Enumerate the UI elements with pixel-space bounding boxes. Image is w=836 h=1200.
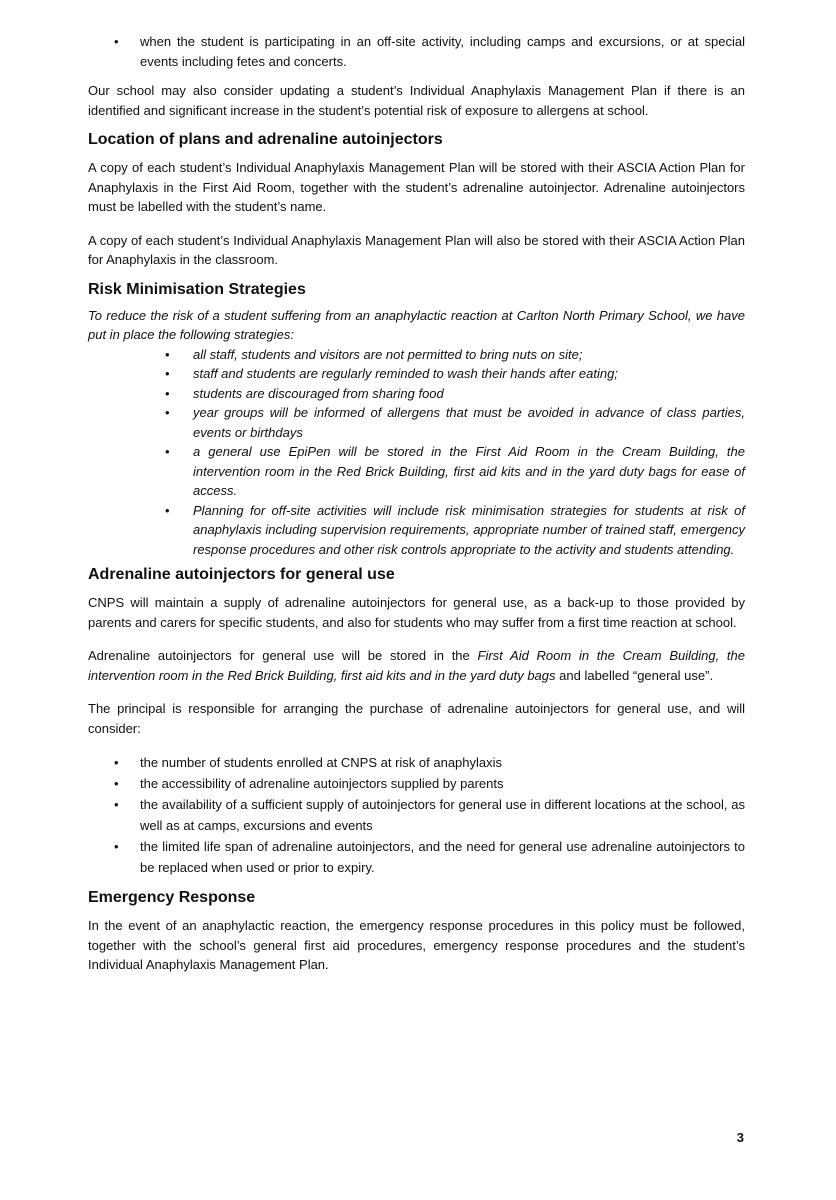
list-item: • the limited life span of adrenaline autoinjectors, and the need for general use adrenaline autoinjectors to be replaced when used or prior to expiry. <box>88 836 745 878</box>
bullet-icon: • <box>114 839 119 854</box>
risk-strategy-list <box>88 345 745 560</box>
bullet-icon: • <box>114 776 119 791</box>
general-use-paragraph-2: Adrenaline autoinjectors for general use will be stored in the First Aid Room in the Cream Building, the intervention room in the Red Brick Building, first aid kits and in the yard duty bags and labelled “general use”. <box>88 648 745 683</box>
risk-intro: To reduce the risk of a student suffering from an anaphylactic reaction at Carlton North Primary School, we have put in place the following strategies: <box>88 307 745 342</box>
list-item: • all staff, students and visitors are not permitted to bring nuts on site; <box>88 345 745 365</box>
emergency-paragraph: In the event of an anaphylactic reaction, the emergency response procedures in this policy must be followed, together with the school’s general first aid procedures, emergency response procedures and the student’s Individual Anaphylaxis Management Plan. <box>88 918 745 972</box>
list-item: • when the student is participating in an off-site activity, including camps and excursions, or at special events including fetes and concerts. <box>114 34 745 69</box>
page-number: 3 <box>736 1130 744 1145</box>
page-content <box>88 32 745 975</box>
bullet-icon: • <box>165 346 170 362</box>
general-use-paragraph-1: CNPS will maintain a supply of adrenaline autoinjectors for general use, as a back-up to those provided by parents and carers for specific students, and also for students who may suffer from a first time reaction at school. <box>88 595 745 630</box>
list-item: • the availability of a sufficient supply of autoinjectors for general use in different locations at the school, as well as at camps, excursions and events <box>88 794 745 836</box>
risk-heading: Risk Minimisation Strategies <box>88 280 306 298</box>
list-item: • staff and students are regularly reminded to wash their hands after eating; <box>88 364 745 384</box>
bullet-icon: • <box>165 405 170 420</box>
general-use-paragraph-3: The principal is responsible for arranging the purchase of adrenaline autoinjectors for general use, and will consider: <box>88 701 745 736</box>
bullet-icon: • <box>165 385 170 401</box>
location-paragraph-2: A copy of each student’s Individual Anaphylaxis Management Plan will also be stored with their ASCIA Action Plan for Anaphylaxis in the classroom. <box>88 232 745 267</box>
intro-paragraph: Our school may also consider updating a student’s Individual Anaphylaxis Management Plan if there is an identified and significant increase in the student’s potential risk of exposure to allergens at school. <box>88 83 745 118</box>
bullet-icon: • <box>114 34 119 49</box>
list-item: • the accessibility of adrenaline autoinjectors supplied by parents <box>88 773 745 794</box>
list-item: • a general use EpiPen will be stored in the First Aid Room in the Cream Building, the intervention room in the Red Brick Building, first aid kits and in the yard duty bags for ease of access. <box>165 444 745 498</box>
emergency-heading: Emergency Response <box>88 889 256 906</box>
list-item: • students are discouraged from sharing food <box>88 384 745 404</box>
location-paragraph-1: A copy of each student’s Individual Anaphylaxis Management Plan will be stored with their ASCIA Action Plan for Anaphylaxis in the First Aid Room, together with the student’s adrenaline autoinjector. Adrenaline autoinjectors must be labelled with the student’s name. <box>88 160 745 214</box>
intro-bullet-list <box>88 32 745 71</box>
list-item: • the number of students enrolled at CNPS at risk of anaphylaxis <box>88 752 745 773</box>
list-item: • year groups will be informed of allergens that must be avoided in advance of class parties, events or birthdays <box>165 405 745 440</box>
general-use-heading: Adrenaline autoinjectors for general use <box>88 566 395 583</box>
bullet-icon: • <box>165 444 170 459</box>
list-item: • Planning for off-site activities will include risk minimisation strategies for students at risk of anaphylaxis including supervision requirements, appropriate number of trained staff, emergency response procedures and other risk controls appropriate to the activity and students attending. <box>165 502 745 557</box>
location-heading: Location of plans and adrenaline autoinjectors <box>88 131 443 148</box>
bullet-icon: • <box>114 797 119 812</box>
general-use-considerations-list <box>88 752 745 878</box>
bullet-icon: • <box>114 755 119 770</box>
bullet-icon: • <box>165 502 170 518</box>
bullet-icon: • <box>165 366 170 381</box>
